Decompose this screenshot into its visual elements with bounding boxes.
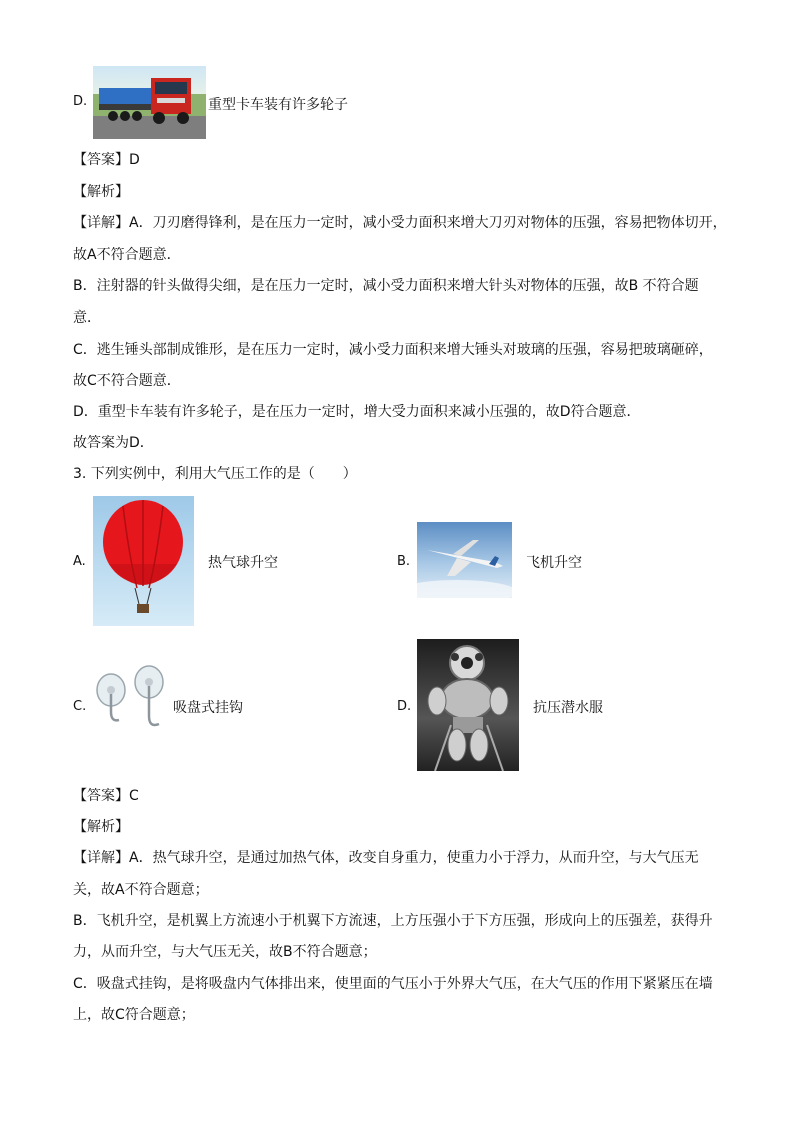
- option-c-caption: 吸盘式挂钩: [173, 700, 243, 716]
- q3-analysis-line: 【详解】A．热气球升空，是通过加热气体，改变自身重力，使重力小于浮力，从而升空，与大气压无: [73, 850, 699, 866]
- airplane-illustration: [417, 522, 512, 598]
- suction-hooks-illustration: [93, 664, 171, 738]
- q3-analysis-title: 【解析】: [73, 819, 129, 835]
- diving-suit-illustration: [417, 639, 519, 771]
- option-b-letter: B.: [397, 554, 411, 569]
- hot-air-balloon-image: [93, 496, 194, 626]
- q2-analysis-line: 故A不符合题意．: [73, 247, 181, 263]
- q3-analysis-line: C．吸盘式挂钩，是将吸盘内气体排出来，使里面的气压小于外界大气压，在大气压的作用下紧紧压在墙: [73, 976, 713, 992]
- q3-analysis-line: 力，从而升空，与大气压无关，故B不符合题意；: [73, 944, 377, 960]
- truck-illustration: [93, 66, 206, 139]
- option-d-letter: D.: [73, 94, 88, 109]
- q3-stem: 3. 下列实例中，利用大气压工作的是（ ）: [73, 466, 357, 482]
- airplane-image: [417, 522, 512, 598]
- q2-analysis-line: 【详解】A．刀刃磨得锋利，是在压力一定时，减小受力面积来增大刀刃对物体的压强，容易把物体切开，: [73, 215, 727, 231]
- option-d-caption-q3: 抗压潜水服: [533, 700, 603, 716]
- option-d-letter: D.: [397, 699, 412, 714]
- q3-analysis-line: 关，故A不符合题意；: [73, 882, 209, 898]
- q2-answer: 【答案】D: [73, 152, 140, 168]
- option-a-letter: A.: [73, 554, 86, 569]
- q2-analysis-line: D．重型卡车装有许多轮子，是在压力一定时，增大受力面积来减小压强的，故D符合题意．: [73, 404, 641, 420]
- option-a-caption: 热气球升空: [208, 555, 278, 571]
- option-d-caption: 重型卡车装有许多轮子: [208, 97, 348, 113]
- diving-suit-image: [417, 639, 519, 771]
- q3-analysis-line: 上，故C符合题意；: [73, 1007, 195, 1023]
- q2-analysis-line: C．逃生锤头部制成锥形，是在压力一定时，减小受力面积来增大锤头对玻璃的压强，容易把玻璃砸碎，: [73, 342, 713, 358]
- q2-analysis-line: 故答案为D．: [73, 435, 154, 451]
- option-b-caption: 飞机升空: [526, 555, 582, 571]
- q2-analysis-line: 意．: [73, 310, 101, 326]
- balloon-illustration: [93, 496, 194, 626]
- q2-analysis-title: 【解析】: [73, 184, 129, 200]
- option-c-letter: C.: [73, 699, 87, 714]
- heavy-truck-image: [93, 66, 206, 139]
- q2-analysis-line: B．注射器的针头做得尖细，是在压力一定时，减小受力面积来增大针头对物体的压强，故B 不符合题: [73, 278, 699, 294]
- q2-analysis-line: 故C不符合题意．: [73, 373, 181, 389]
- suction-hooks-image: [93, 664, 171, 738]
- q3-analysis-line: B．飞机升空，是机翼上方流速小于机翼下方流速，上方压强小于下方压强，形成向上的压强差，获得升: [73, 913, 713, 929]
- q3-answer: 【答案】C: [73, 788, 139, 804]
